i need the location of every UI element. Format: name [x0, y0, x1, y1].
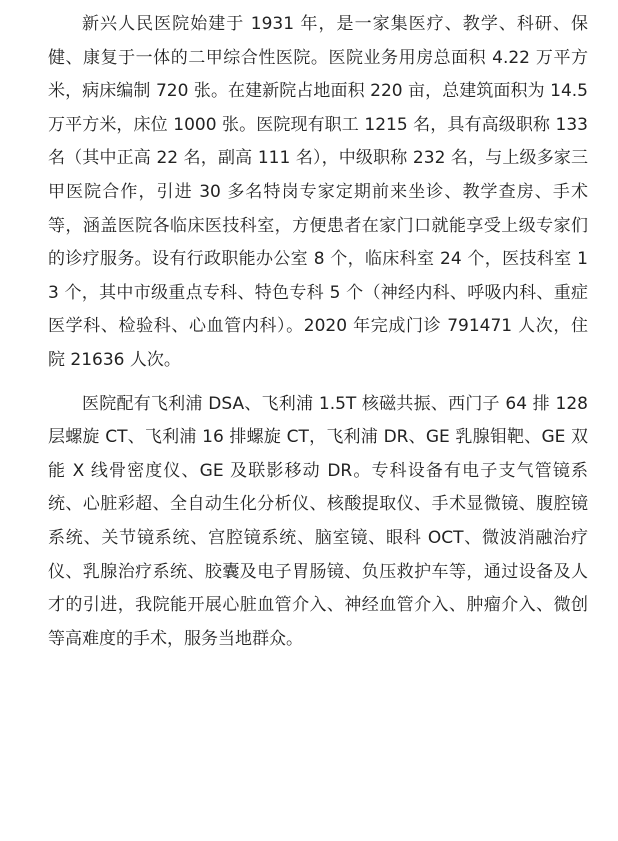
paragraph-hospital-overview: 新兴人民医院始建于 1931 年，是一家集医疗、教学、科研、保健、康复于一体的二甲综合性医院。医院业务用房总面积 4.22 万平方米，病床编制 720 张。在建新院占地面积 220 亩，总建筑面积为 14.5 万平方米，床位 1000 张。医院现有职工 1215 名，具有高级职称 133 名（其中正高 22 名，副高 111 名），中级职称 232 名，与上级多家三甲医院合作，引进 30 多名特岗专家定期前来坐诊、教学查房、手术等，涵盖医院各临床医技科室，方便患者在家门口就能享受上级专家们的诊疗服务。设有行政职能办公室 8 个，临床科室 24 个，医技科室 13 个，其中市级重点专科、特色专科 5 个（神经内科、呼吸内科、重症医学科、检验科、心血管内科）。2020 年完成门诊 791471 人次，住院 21636 人次。 [48, 14, 588, 370]
paragraph-hospital-equipment: 医院配有飞利浦 DSA、飞利浦 1.5T 核磁共振、西门子 64 排 128 层螺旋 CT、飞利浦 16 排螺旋 CT，飞利浦 DR、GE 乳腺钼靶、GE 双能 X 线骨密度仪、GE 及联影移动 DR。专科设备有电子支气管镜系统、心脏彩超、全自动生化分析仪、核酸提取仪、手术显微镜、腹腔镜系统、关节镜系统、宫腔镜系统、脑室镜、眼科 OCT、微波消融治疗仪、乳腺治疗系统、胶囊及电子胃肠镜、负压救护车等，通过设备及人才的引进，我院能开展心脏血管介入、神经血管介入、肿瘤介入、微创等高难度的手术，服务当地群众。 [48, 393, 588, 649]
